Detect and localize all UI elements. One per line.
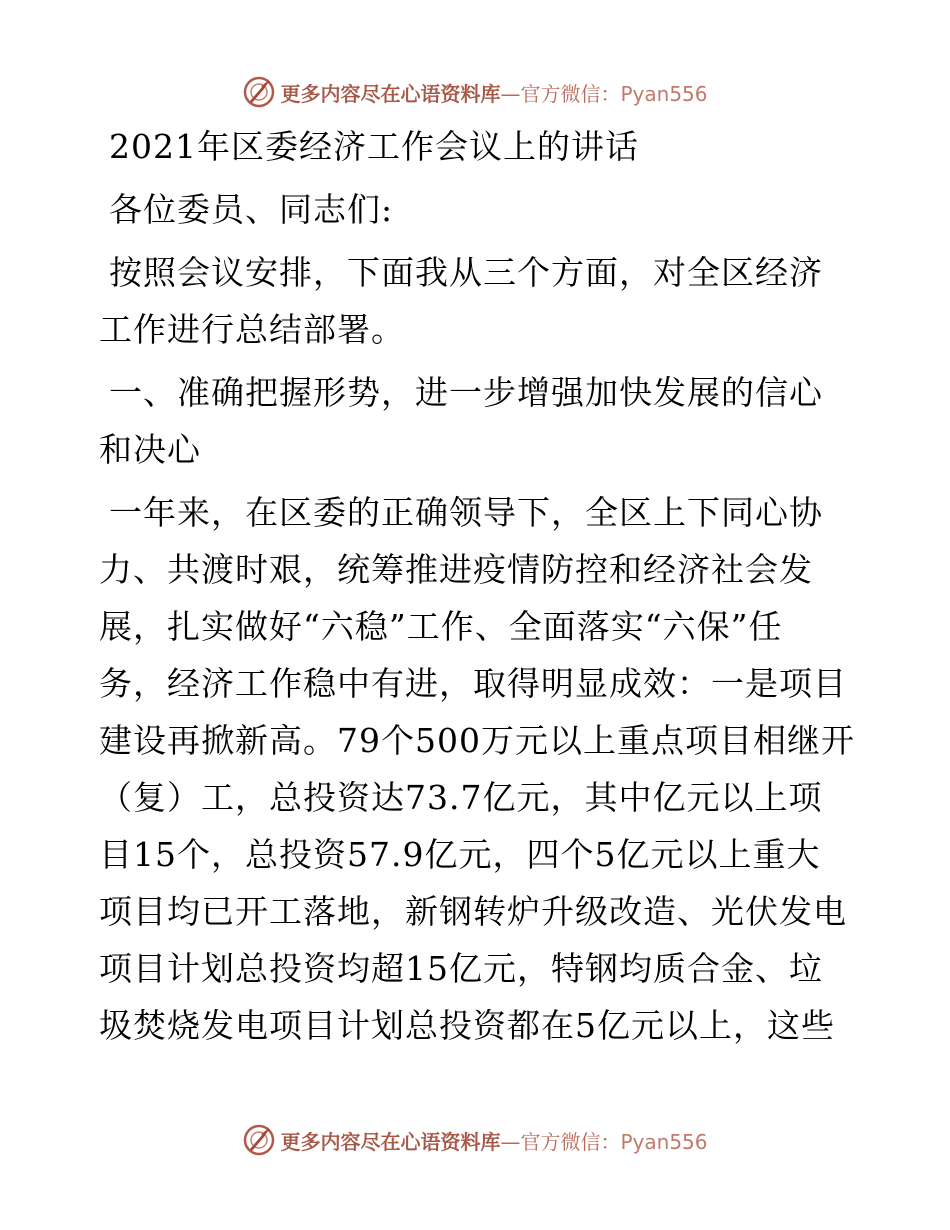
watermark-dash: —官方微信： xyxy=(500,81,621,106)
watermark-footer xyxy=(0,1120,950,1160)
paragraph xyxy=(99,244,859,358)
paragraph-line: 项目均已开工落地，新钢转炉升级改造、光伏发电 xyxy=(99,892,847,931)
watermark-text xyxy=(280,78,707,107)
paragraph xyxy=(99,484,859,1054)
paragraph-line: 展，扎实做好“六稳”工作、全面落实“六保”任 xyxy=(99,607,783,646)
paragraph-line: 一年来，在区委的正确领导下，全区上下同心协 xyxy=(109,493,823,532)
watermark-site-name: 更多内容尽在心语资料库 xyxy=(280,1129,501,1154)
paragraph-line: 建设再掀新高。79个500万元以上重点项目相继开 xyxy=(99,721,855,760)
document-title: 2021年区委经济工作会议上的讲话 xyxy=(109,127,639,166)
paragraph-line: 圾焚烧发电项目计划总投资都在5亿元以上，这些 xyxy=(99,1006,835,1045)
paragraph-line: 项目计划总投资均超15亿元，特钢均质合金、垃 xyxy=(99,949,823,988)
section-heading-line: 和决心 xyxy=(99,430,201,469)
section-heading-line: 一、准确把握形势，进一步增强加快发展的信心 xyxy=(109,373,823,412)
document-body xyxy=(99,118,859,1054)
quill-logo-icon xyxy=(242,75,276,109)
watermark-wechat-id: Pyan556 xyxy=(620,1129,708,1154)
paragraph-line: 务，经济工作稳中有进，取得明显成效：一是项目 xyxy=(99,664,847,703)
paragraph-line: （复）工，总投资达73.7亿元，其中亿元以上项 xyxy=(99,778,823,817)
quill-logo-icon xyxy=(242,1123,276,1157)
paragraph-line: 工作进行总结部署。 xyxy=(99,310,405,349)
salutation: 各位委员、同志们: xyxy=(109,190,394,229)
watermark-text xyxy=(280,1126,707,1155)
paragraph-line: 目15个，总投资57.9亿元，四个5亿元以上重大 xyxy=(99,835,821,874)
watermark-site-name: 更多内容尽在心语资料库 xyxy=(280,81,501,106)
watermark-header xyxy=(0,72,950,112)
paragraph-line: 按照会议安排，下面我从三个方面，对全区经济 xyxy=(109,253,823,292)
section-heading xyxy=(99,364,859,478)
paragraph-line: 力、共渡时艰，统筹推进疫情防控和经济社会发 xyxy=(99,550,813,589)
watermark-wechat-id: Pyan556 xyxy=(620,81,708,106)
watermark-dash: —官方微信： xyxy=(500,1129,621,1154)
